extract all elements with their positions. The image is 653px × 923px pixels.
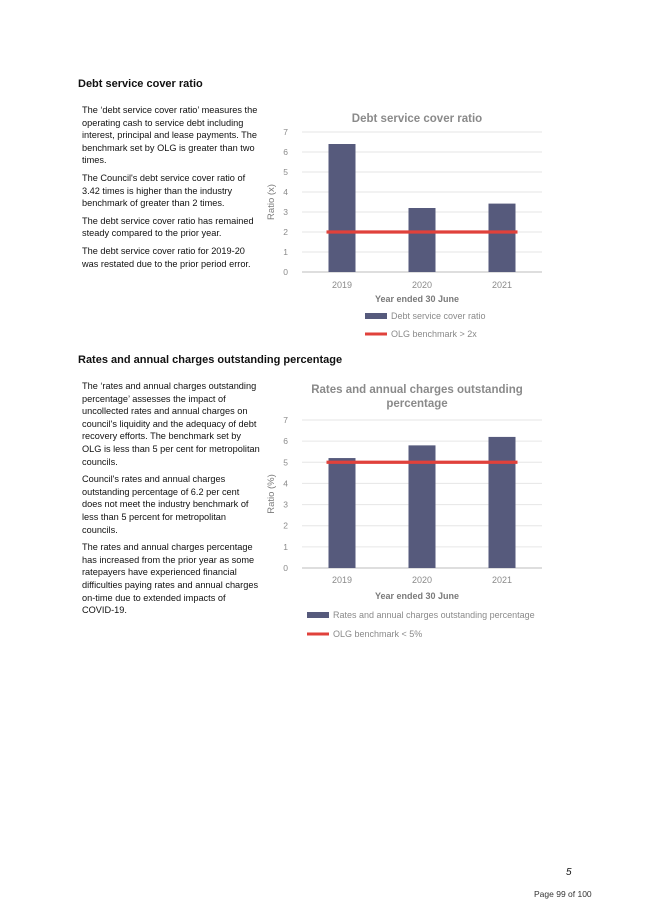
y-tick-label: 2 [283, 520, 288, 531]
y-tick-label: 5 [283, 167, 288, 177]
y-tick-label: 3 [283, 207, 288, 217]
y-tick-label: 2 [283, 227, 288, 237]
paragraph: The ‘debt service cover ratio’ measures the operating cash to service debt including interest, principal and lease payments. The benchmark set by OLG is greater than two times. [82, 105, 258, 166]
chart-title-line: Rates and annual charges outstanding [311, 384, 523, 396]
paragraph: The debt service cover ratio for 2019-20 was restated due to the prior period error. [82, 245, 251, 269]
legend-swatch-bar [307, 612, 329, 618]
y-tick-label: 0 [283, 267, 288, 277]
x-tick-label: 2020 [411, 280, 433, 290]
y-axis-label: Ratio (%) [266, 474, 277, 514]
y-tick-label: 6 [283, 436, 288, 447]
paragraph: The Council's debt service cover ratio of 3.42 times is higher than the industry benchmark of greater than 2 times. [82, 172, 246, 209]
x-tick-label: 2021 [491, 575, 513, 585]
y-tick-label: 0 [283, 563, 288, 573]
chart-svg [262, 108, 572, 348]
x-tick-label: 2019 [331, 280, 353, 290]
bar-2021 [489, 204, 516, 272]
x-tick-label: 2021 [491, 280, 513, 290]
y-tick-label: 3 [283, 499, 288, 510]
chart-rates-outstanding [262, 380, 572, 660]
legend-label: OLG benchmark > 2x [391, 329, 477, 339]
x-axis-label: Year ended 30 June [374, 591, 460, 601]
page-number: Page 99 of 100 [534, 889, 592, 899]
chart-title-line: percentage [386, 398, 448, 410]
section-number: 5 [566, 867, 572, 878]
y-tick-label: 6 [283, 147, 288, 157]
section-text-rates-outstanding [82, 380, 260, 622]
x-tick-label: 2019 [331, 575, 353, 585]
y-tick-label: 7 [283, 127, 288, 137]
x-tick-label: 2020 [411, 575, 433, 585]
paragraph: The rates and annual charges percentage has increased from the prior year as some ratepayers have experienced financial difficulties paying rates and annual charges on-time due to extended impacts of COVID-19. [82, 542, 259, 616]
paragraph: The ‘rates and annual charges outstanding percentage’ assesses the impact of uncollected rates and annual charges on council's liquidity and the adequacy of debt recovery efforts. The benchmark set by OLG is less than 5 per cent for metropolitan councils. [82, 381, 260, 467]
legend-swatch-bar [365, 313, 387, 319]
bar-2019 [329, 144, 356, 272]
bar-2020 [409, 208, 436, 272]
chart-debt-service-cover [262, 108, 572, 348]
section-heading-rates-outstanding: Rates and annual charges outstanding percentage [78, 354, 343, 366]
legend-label: Debt service cover ratio [391, 311, 486, 321]
y-tick-label: 1 [283, 541, 288, 552]
bar-2019 [329, 458, 356, 568]
section-heading-debt-service: Debt service cover ratio [78, 78, 203, 90]
section-text-debt-service [82, 104, 260, 275]
y-tick-label: 4 [283, 187, 288, 197]
y-tick-label: 4 [283, 478, 288, 489]
chart-svg [262, 380, 572, 660]
legend-label: OLG benchmark < 5% [333, 629, 423, 639]
y-tick-label: 7 [283, 415, 288, 425]
legend-label: Rates and annual charges outstanding percentage [333, 610, 535, 620]
y-axis-label: Ratio (x) [266, 184, 277, 220]
x-axis-label: Year ended 30 June [374, 294, 460, 304]
chart-title: Debt service cover ratio [351, 113, 483, 125]
y-tick-label: 1 [283, 247, 288, 257]
paragraph: The debt service cover ratio has remained steady compared to the prior year. [82, 215, 254, 239]
paragraph: Council's rates and annual charges outstanding percentage of 6.2 per cent does not meet the industry benchmark of less than 5 percent for metropolitan councils. [82, 474, 249, 535]
bar-2021 [489, 437, 516, 568]
y-tick-label: 5 [283, 457, 288, 468]
